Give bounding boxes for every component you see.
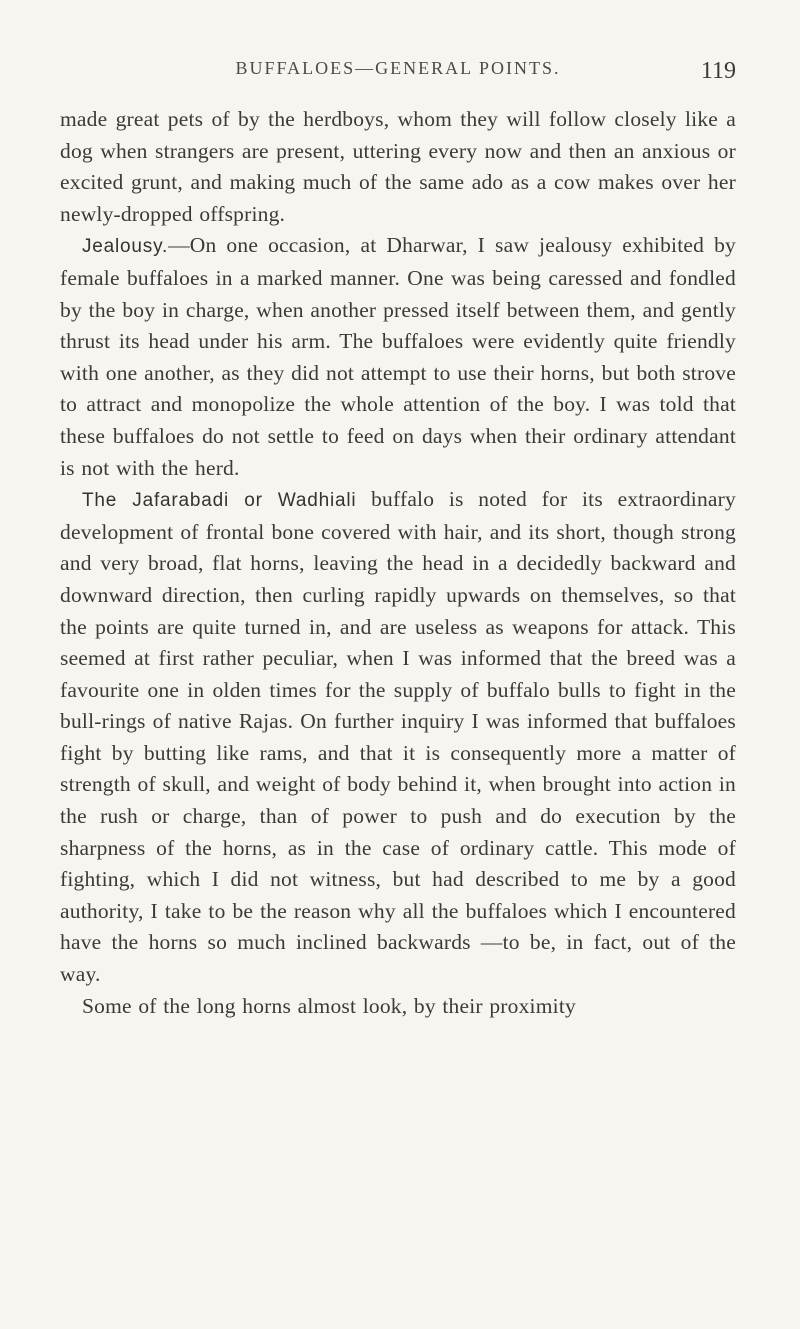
paragraph [60,230,736,484]
paragraph-lead: The Jafarabadi or Wadhiali [82,490,357,512]
page-number: 119 [700,58,736,84]
running-title: BUFFALOES—GENERAL POINTS. [235,58,561,78]
paragraph [60,484,736,991]
running-head [60,58,736,88]
paragraph-text: buffalo is noted for its extraordinary development of frontal bone covered with hair, and its short, though strong and very broad, flat horns, leaving the head in a decidedly backward and downward direction, then curling rapidly upwards on themselves, so that the points are quite turned in, and are useless as weapons for attack. This seemed at first rather peculiar, when I was informed that the breed was a favourite one in olden times for the supply of buffalo bulls to fight in the bull-rings of native Rajas. On further inquiry I was informed that buffaloes fight by butting like rams, and that it is consequently more a matter of strength of skull, and weight of body behind it, when brought into action in the rush or charge, than of power to push and do execution by the sharpness of the horns, as in the case of ordinary cattle. This mode of fighting, which I did not witness, but had described to me by a good authority, I take to be the reason why all the buffaloes which I encountered have the horns so much inclined backwards —to be, in fact, out of the way. [60,487,736,987]
paragraph [60,991,736,1023]
paragraph-text: —On one occasion, at Dharwar, I saw jealousy exhibited by female buffaloes in a marked manner. One was being caressed and fondled by the boy in charge, when another pressed itself between them, and gently thrust its head under his arm. The buffaloes were evidently quite friendly with one another, as they did not attempt to use their horns, but both strove to attract and monopolize the whole attention of the boy. I was told that these buffaloes do not settle to feed on days when their ordinary attendant is not with the herd. [60,233,736,480]
body-text [60,104,736,1022]
paragraph-text: made great pets of by the herdboys, whom they will follow closely like a dog when strangers are present, uttering every now and then an anxious or excited grunt, and making much of the same ado as a cow makes over her newly-dropped offspring. [60,107,736,226]
paragraph-lead: Jealousy. [82,236,169,258]
paragraph [60,104,736,230]
paragraph-text: Some of the long horns almost look, by their proximity [82,993,576,1018]
